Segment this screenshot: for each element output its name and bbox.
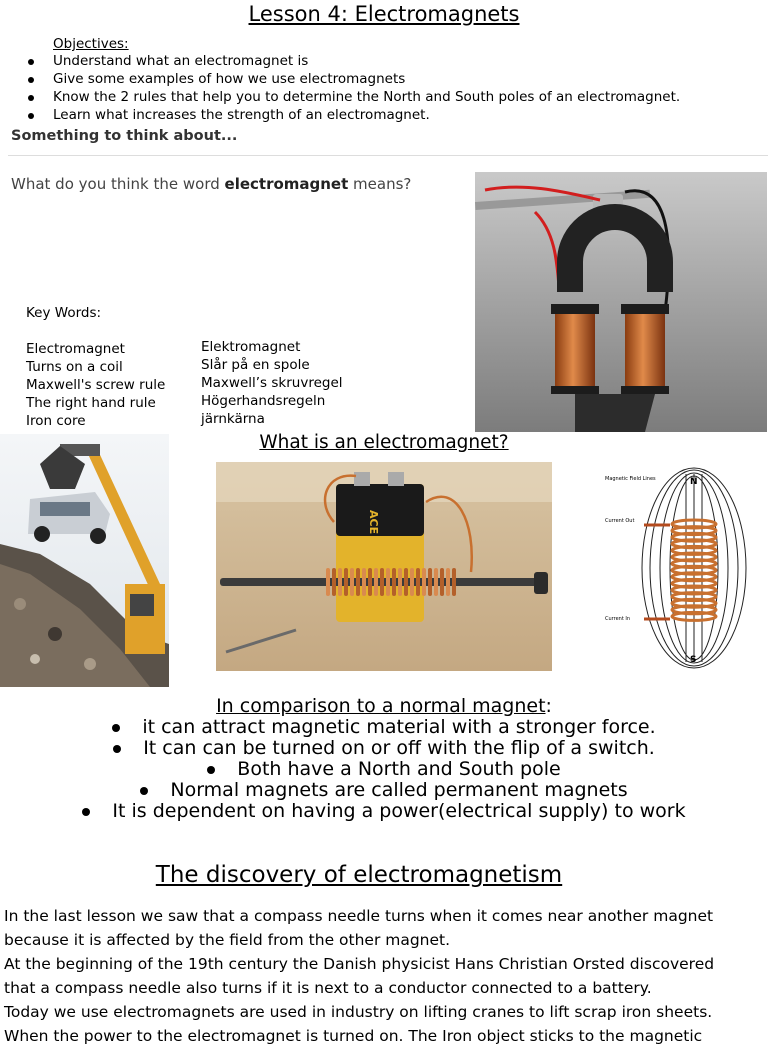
horseshoe-electromagnet-photo: [475, 172, 767, 432]
discovery-title: The discovery of electromagnetism: [155, 862, 563, 888]
crane-scrap-photo: [0, 434, 169, 687]
field-lines-label: Magnetic Field Lines: [605, 476, 656, 482]
objective-item: Understand what an electromagnet is: [22, 52, 680, 70]
discovery-paragraph: [4, 904, 768, 1048]
comparison-heading-line: In comparison to a normal magnet:: [216, 695, 552, 717]
key-word-translation: järnkärna: [201, 411, 265, 427]
key-word: Turns on a coil: [26, 359, 123, 375]
divider: [8, 155, 768, 156]
key-word-translation: Högerhandsregeln: [201, 393, 326, 409]
key-word-translation: Elektromagnet: [201, 339, 301, 355]
paragraph-line: Today we use electromagnets are used in industry on lifting cranes to lift scrap iron sheets.: [4, 1003, 713, 1021]
south-pole-label: S: [690, 655, 697, 665]
key-word-translation: Maxwell’s skruvregel: [201, 375, 343, 391]
key-word: Maxwell's screw rule: [26, 377, 166, 393]
think-question: What do you think the word electromagnet means?: [11, 175, 412, 193]
paragraph-line: In the last lesson we saw that a compass needle turns when it comes near another magnet: [4, 907, 714, 925]
paragraph-line: When the power to the electromagnet is turned on. The Iron object sticks to the magnetic: [4, 1027, 703, 1045]
comparison-item: it can attract magnetic material with a stronger force.: [0, 717, 768, 738]
battery-label: ACE: [367, 510, 380, 535]
think-heading: Something to think about...: [11, 128, 238, 144]
north-pole-label: N: [690, 477, 698, 487]
section-title: What is an electromagnet?: [259, 432, 509, 453]
current-out-label: Current Out: [605, 518, 635, 524]
magnetic-field-diagram: [600, 466, 760, 671]
key-word: Iron core: [26, 413, 86, 429]
key-words-heading: Key Words:: [26, 305, 102, 321]
key-word-translation: Slår på en spole: [201, 357, 310, 373]
objective-item: Learn what increases the strength of an electromagnet.: [22, 106, 680, 124]
comparison-heading: In comparison to a normal magnet: [216, 695, 546, 717]
paragraph-line: At the beginning of the 19th century the Danish physicist Hans Christian Orsted discovered: [4, 955, 715, 973]
comparison-item: It can can be turned on or off with the flip of a switch.: [0, 738, 768, 759]
key-word: The right hand rule: [26, 395, 156, 411]
comparison-item: It is dependent on having a power(electrical supply) to work: [0, 801, 768, 822]
comparison-item: Both have a North and South pole: [0, 759, 768, 780]
key-words-english: [26, 340, 165, 430]
objective-item: Give some examples of how we use electromagnets: [22, 70, 680, 88]
page-title: Lesson 4: Electromagnets: [248, 2, 520, 26]
key-words-swedish: [201, 338, 343, 428]
comparison-section: [0, 696, 768, 822]
objectives-heading: Objectives:: [53, 36, 129, 52]
comparison-item: Normal magnets are called permanent magnets: [0, 780, 768, 801]
objective-item: Know the 2 rules that help you to determine the North and South poles of an electromagnet.: [22, 88, 680, 106]
key-word: Electromagnet: [26, 341, 125, 357]
current-in-label: Current In: [605, 616, 631, 622]
objectives-list: [22, 52, 680, 124]
paragraph-line: because it is affected by the field from the other magnet.: [4, 931, 451, 949]
paragraph-line: that a compass needle also turns if it is next to a conductor connected to a battery.: [4, 979, 652, 997]
battery-nail-coil-photo: [216, 462, 552, 671]
